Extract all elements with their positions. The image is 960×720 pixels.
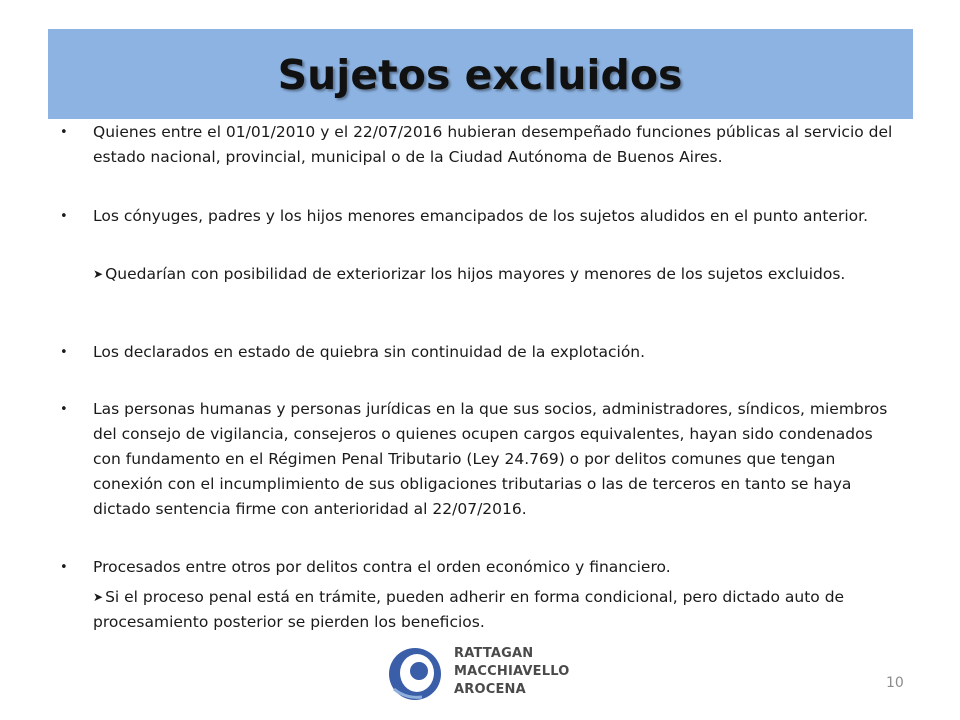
- logo-line-3: AROCENA: [454, 682, 526, 697]
- bullet-dot-icon: •: [60, 560, 68, 575]
- logo-line-2: MACCHIAVELLO: [454, 664, 570, 679]
- bullet-text: Los declarados en estado de quiebra sin continuidad de la explotación.: [93, 343, 646, 361]
- bullet-text: Quienes entre el 01/01/2010 y el 22/07/2016 hubieran desempeñado funciones públicas al servicio del estado nacional, provincial, municipal o de la Ciudad Autónoma de Buenos Aires.: [93, 123, 893, 166]
- logo-text: [454, 645, 569, 699]
- sub-bullet-item-5: [60, 585, 900, 640]
- bullet-item-5: [60, 555, 900, 585]
- bullet-text: Procesados entre otros por delitos contra el orden económico y financiero.: [93, 558, 671, 576]
- arrowhead-icon: ➤: [93, 267, 104, 281]
- bullet-dot-icon: •: [60, 345, 68, 360]
- sub-bullet-text: Quedarían con posibilidad de exteriorizar los hijos mayores y menores de los sujetos excluidos.: [105, 265, 846, 283]
- bullet-dot-icon: •: [60, 402, 68, 417]
- bullet-text: Las personas humanas y personas jurídicas en la que sus socios, administradores, síndicos, miembros del consejo de vigilancia, consejeros o quienes ocupen cargos equivalentes, hayan sido condenados con fundamento en el Régimen Penal Tributario (Ley 24.769) o por delitos comunes que tengan conexión con el incumplimiento de sus obligaciones tributarias o las de terceros en tanto se haya dictado sentencia firme con anterioridad al 22/07/2016.: [93, 400, 888, 518]
- company-logo: [386, 645, 586, 705]
- bullet-dot-icon: •: [60, 209, 68, 224]
- arrowhead-icon: ➤: [93, 590, 104, 604]
- sub-bullet-text: Si el proceso penal está en trámite, pueden adherir en forma condicional, pero dictado auto de procesamiento posterior se pierden los beneficios.: [93, 588, 845, 631]
- slide-title: Sujetos excluidos: [277, 51, 683, 99]
- bullet-dot-icon: •: [60, 125, 68, 140]
- bullet-text: Los cónyuges, padres y los hijos menores emancipados de los sujetos aludidos en el punto anterior.: [93, 207, 868, 225]
- page-number: 10: [886, 675, 904, 691]
- logo-line-1: RATTAGAN: [454, 646, 534, 661]
- bullet-item-4: [60, 397, 900, 527]
- sub-bullet-item-2: [60, 262, 900, 317]
- bullet-item-1: [60, 120, 900, 180]
- logo-mark-icon: [386, 645, 444, 703]
- bullet-item-3: [60, 340, 900, 370]
- bullet-item-2: [60, 204, 900, 259]
